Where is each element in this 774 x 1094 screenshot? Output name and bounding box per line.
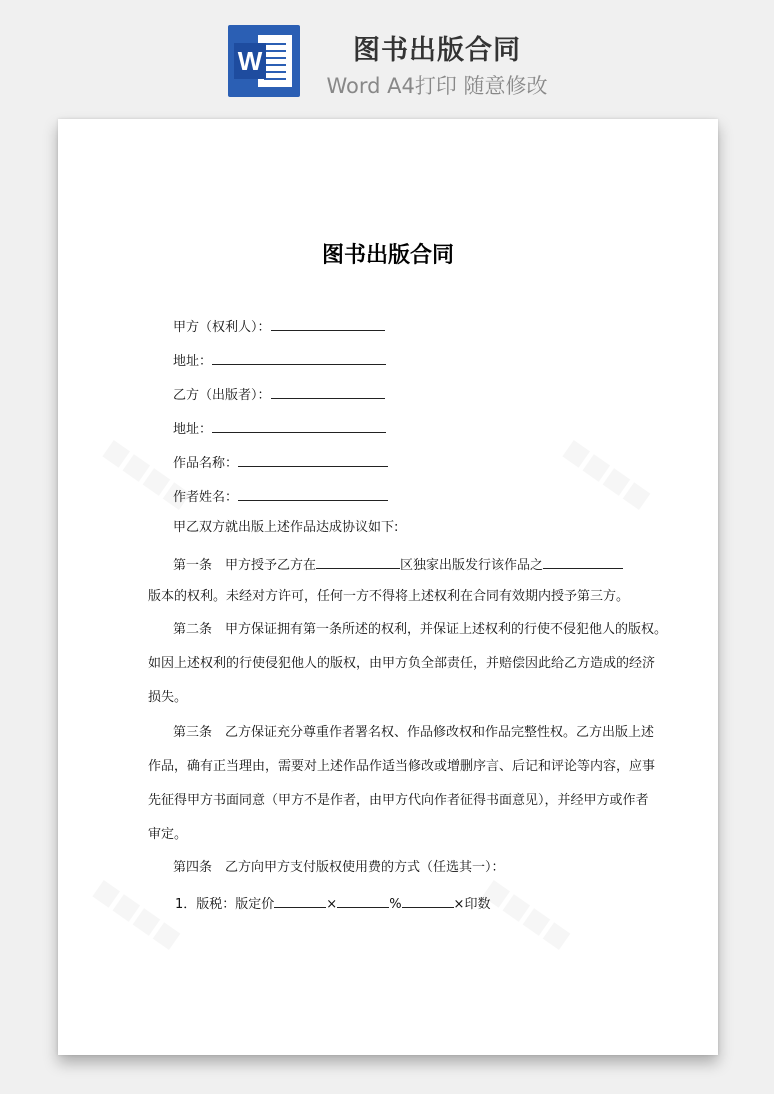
word-letter: W (234, 43, 266, 79)
field-label: 作者姓名： (173, 490, 239, 505)
fill-blank[interactable] (337, 894, 389, 908)
document-title: 图书出版合同 (321, 243, 454, 268)
field-author-name (173, 487, 388, 506)
word-app-icon (228, 25, 300, 97)
fill-blank[interactable] (212, 351, 386, 365)
payment-option-1 (175, 894, 490, 913)
fill-blank[interactable] (238, 487, 388, 501)
article-text: × (326, 897, 338, 912)
field-label: 乙方（出版者）： (173, 388, 271, 403)
document-page (58, 119, 718, 1055)
article-text: ×印数 (453, 897, 491, 912)
field-label: 地址： (173, 354, 213, 369)
watermark (478, 874, 576, 955)
field-address-b (173, 419, 386, 438)
article-2-line: 第二条 甲方保证拥有第一条所述的权利，并保证上述权利的行使不侵犯他人的版权。 (173, 622, 668, 637)
article-1-line-1 (173, 555, 623, 574)
watermark (88, 874, 186, 955)
fill-blank[interactable] (274, 894, 326, 908)
article-2-line: 如因上述权利的行使侵犯他人的版权，由甲方负全部责任，并赔偿因此给乙方造成的经济 (148, 656, 656, 671)
article-2-line: 损失。 (148, 690, 188, 705)
field-work-name (173, 453, 388, 472)
field-label: 作品名称： (173, 456, 239, 471)
article-3-line: 先征得甲方书面同意（甲方不是作者，由甲方代向作者征得书面意见），并经甲方或作者 (148, 793, 649, 808)
field-address-a (173, 351, 386, 370)
article-text: 第一条 甲方授予乙方在 (173, 558, 317, 573)
article-3-line: 作品，确有正当理由，需要对上述作品作适当修改或增删序言、后记和评论等内容，应事 (148, 759, 656, 774)
article-text: 区独家出版发行该作品之 (400, 558, 544, 573)
fill-blank[interactable] (402, 894, 454, 908)
field-label: 甲方（权利人）： (173, 320, 271, 335)
fill-blank[interactable] (316, 555, 400, 569)
fill-blank[interactable] (271, 317, 385, 331)
article-3-line: 第三条 乙方保证充分尊重作者署名权、作品修改权和作品完整性权。乙方出版上述 (173, 725, 655, 740)
article-text: 1．版税：版定价 (175, 897, 275, 912)
article-3-line: 审定。 (148, 827, 188, 842)
field-label: 地址： (173, 422, 213, 437)
field-party-b (173, 385, 385, 404)
field-party-a (173, 317, 385, 336)
header-subtitle: Word A4打印 随意修改 (326, 74, 548, 98)
fill-blank[interactable] (212, 419, 386, 433)
fill-blank[interactable] (543, 555, 623, 569)
article-text: % (389, 897, 402, 912)
header-title: 图书出版合同 (353, 35, 521, 66)
article-4-line: 第四条 乙方向甲方支付版权使用费的方式（任选其一）： (173, 860, 505, 875)
fill-blank[interactable] (271, 385, 385, 399)
watermark (558, 434, 656, 515)
fill-blank[interactable] (238, 453, 388, 467)
article-1-line-2: 版本的权利。未经对方许可，任何一方不得将上述权利在合同有效期内授予第三方。 (148, 589, 630, 604)
intro-text: 甲乙双方就出版上述作品达成协议如下: (173, 520, 399, 535)
